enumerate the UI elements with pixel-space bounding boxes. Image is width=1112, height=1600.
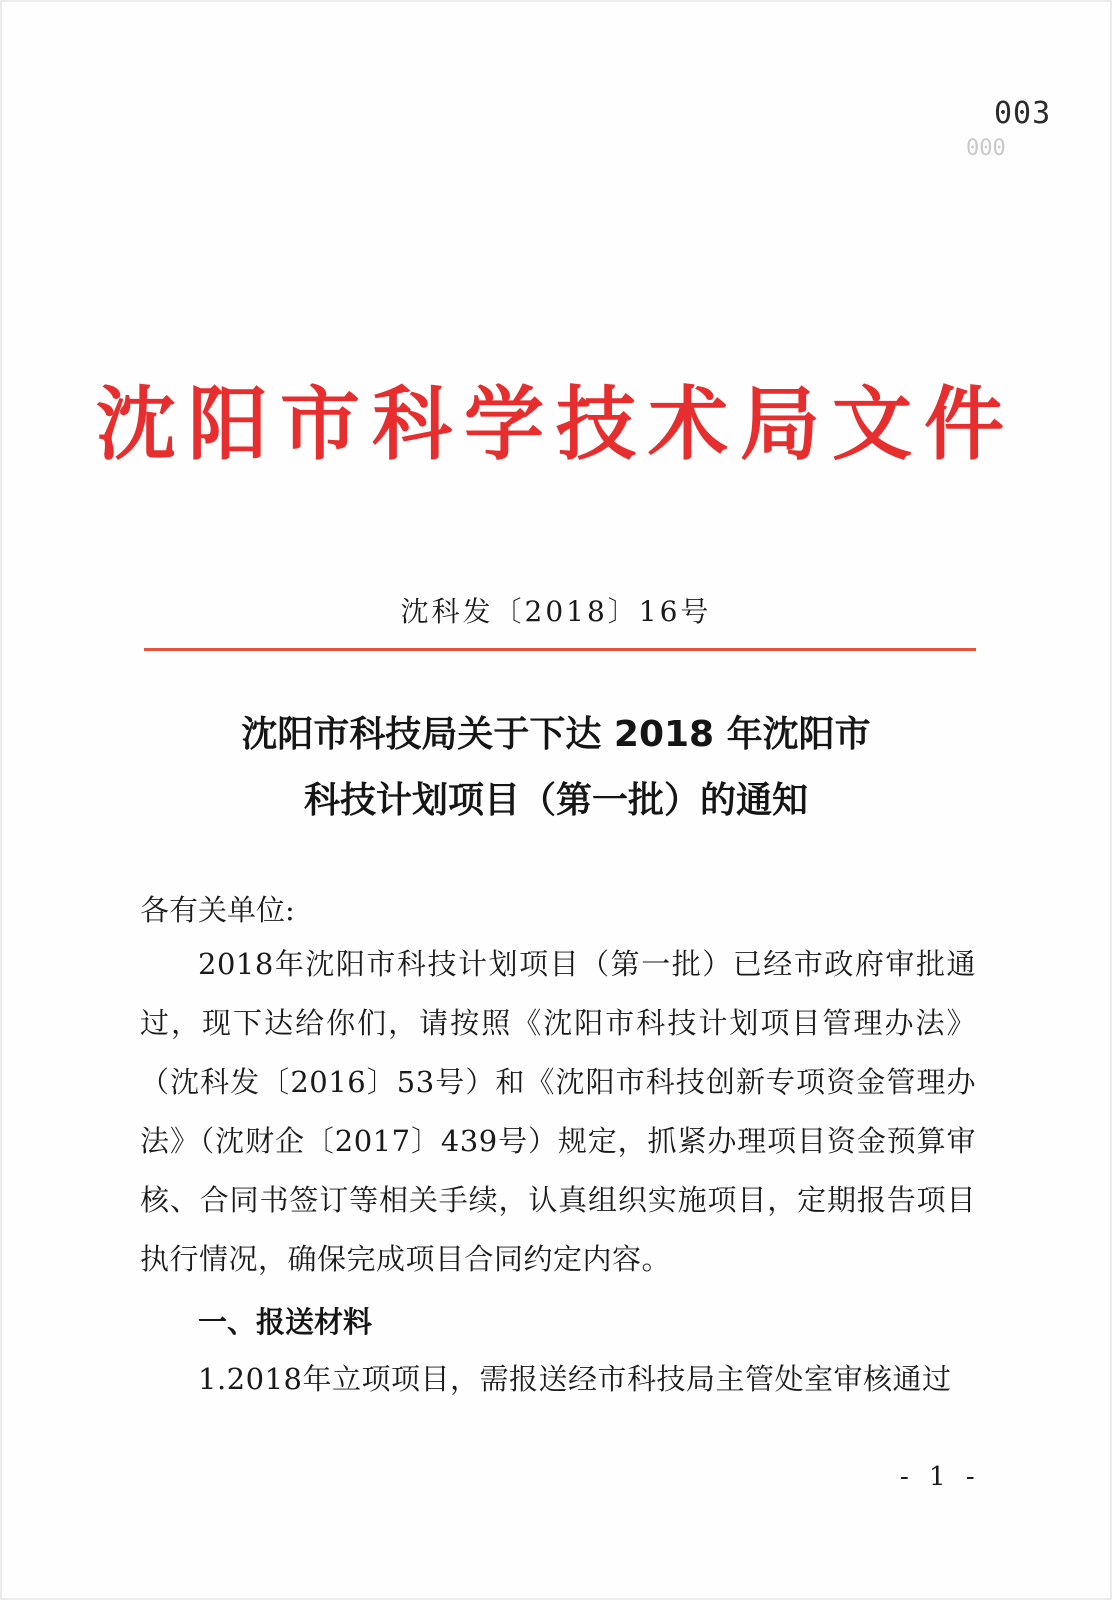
notice-title-line-2: 科技计划项目（第一批）的通知 — [303, 780, 808, 821]
document-number: 沈科发〔2018〕16号 — [400, 595, 712, 628]
red-divider-line — [144, 648, 976, 651]
notice-title — [0, 702, 1112, 834]
section-heading-materials: 一、报送材料 — [198, 1305, 373, 1339]
archive-stamp: 000 — [966, 136, 1006, 161]
page-number: - 1 - — [900, 1462, 981, 1492]
addressee: 各有关单位: — [140, 893, 295, 927]
body-paragraph-2: 1.2018年立项项目，需报送经市科技局主管处室审核通过 — [198, 1362, 952, 1396]
document-masthead: 沈阳市科学技术局文件 — [96, 378, 1016, 471]
body-paragraph-1: 2018年沈阳市科技计划项目（第一批）已经市政府审批通过，现下达给你们，请按照《沈阳市科技计划项目管理办法》（沈科发〔2016〕53号）和《沈阳市科技创新专项资金管理办法》（沈财企〔2017〕439号）规定，抓紧办理项目资金预算审核、合同书签订等相关手续，认真组织实施项目，定期报告项目执行情况，确保完成项目合同约定内容。 — [140, 947, 976, 1276]
notice-title-line-1: 沈阳市科技局关于下达 2018 年沈阳市 — [241, 714, 871, 755]
archive-number: 003 — [994, 96, 1052, 131]
